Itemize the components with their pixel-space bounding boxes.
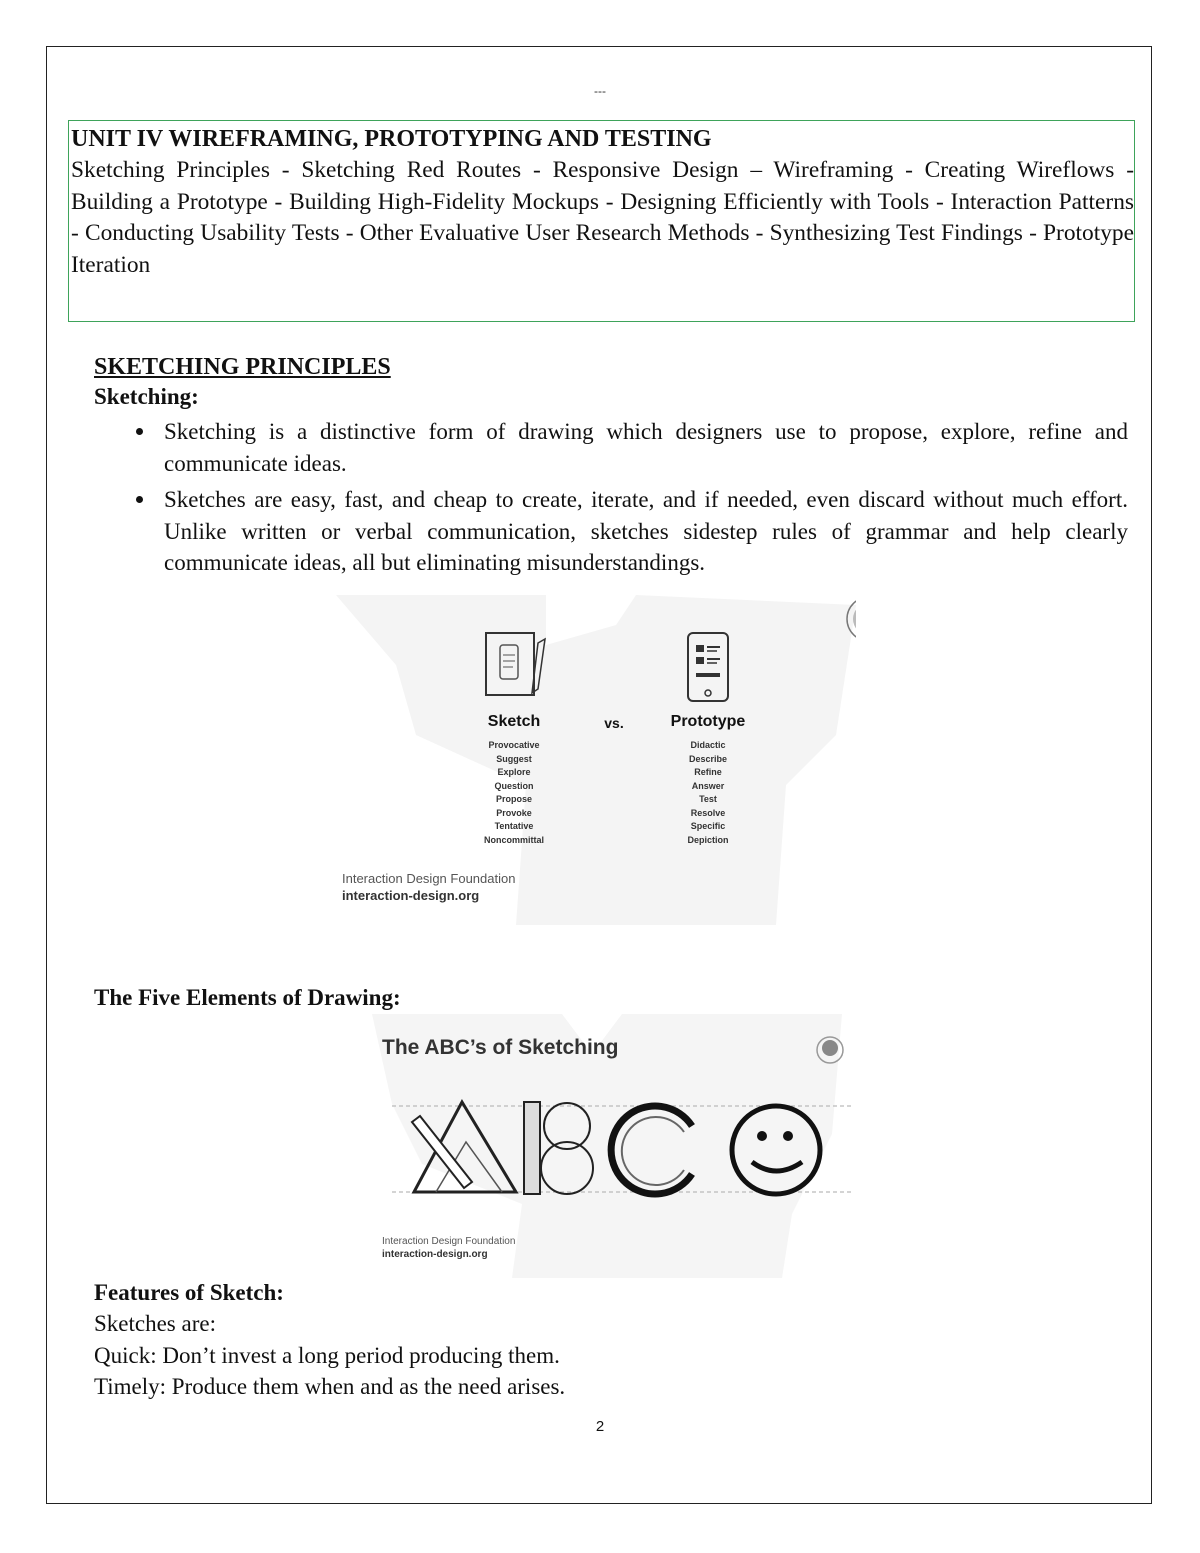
features-section — [94, 1278, 1128, 1403]
figure2-credit-url: interaction-design.org — [382, 1249, 488, 1260]
sketch-term: Propose — [495, 794, 532, 804]
sketch-label: Sketch — [487, 713, 541, 730]
prototype-term: Resolve — [690, 807, 726, 818]
page-number: 2 — [595, 1418, 605, 1435]
unit-title: UNIT IV WIREFRAMING, PROTOTYPING AND TESTING — [71, 126, 712, 152]
features-line: Quick: Don’t invest a long period producing them. — [94, 1342, 560, 1368]
bullet-item: Sketching is a distinctive form of drawing which designers use to propose, explore, refine and communicate ideas. — [164, 416, 1128, 479]
prototype-term: Describe — [688, 753, 728, 764]
features-title: Features of Sketch: — [94, 1280, 284, 1305]
section-subtitle: Sketching: — [94, 384, 199, 409]
features-line: Timely: Produce them when and as the need arises. — [94, 1374, 566, 1399]
prototype-term: Depiction — [687, 834, 729, 845]
prototype-label: Prototype — [670, 713, 746, 730]
prototype-term: Specific — [690, 821, 726, 831]
figure1-credit-url: interaction-design.org — [342, 888, 480, 903]
features-line: Sketches are: — [94, 1311, 216, 1336]
prototype-term: Answer — [691, 780, 725, 791]
unit-topics: Sketching Principles - Sketching Red Routes - Responsive Design – Wireframing - Creating Wireflows - Building a Prototype - Building High-Fidelity Mockups - Designing Efficiently with Tools - Interaction Patterns - Conducting Usability Tests - Other Evaluative User Research Methods - Synthesizing Test Findings - Prototype Iteration — [71, 157, 1134, 278]
prototype-terms-list — [658, 739, 758, 847]
abc-sketching-figure — [362, 1014, 872, 1278]
figure1-credit-org: Interaction Design Foundation — [342, 871, 516, 886]
sketch-term: Explore — [497, 767, 531, 777]
section-title: SKETCHING PRINCIPLES — [94, 354, 391, 380]
sketch-term: Tentative — [494, 821, 534, 831]
vs-label: vs. — [604, 715, 624, 731]
five-elements-section — [94, 983, 1128, 1013]
figure2-credit-org: Interaction Design Foundation — [382, 1236, 516, 1247]
bullet-item: Sketches are easy, fast, and cheap to create, iterate, and if needed, even discard without much effort. Unlike written or verbal communication, sketches sidestep rules of grammar and help clearly communicate ideas, all but eliminating misunderstandings. — [164, 484, 1128, 579]
sketch-term: Question — [494, 780, 534, 791]
five-elements-title: The Five Elements of Drawing: — [94, 985, 401, 1010]
header-mark: --- — [594, 84, 606, 98]
sketch-term: Provoke — [496, 807, 532, 818]
sketch-term: Provocative — [488, 740, 540, 750]
sketching-bullets — [94, 416, 1128, 579]
sketch-term: Suggest — [496, 753, 532, 764]
sketch-term: Noncommittal — [483, 834, 544, 845]
sketch-terms-list — [464, 739, 564, 847]
prototype-term: Refine — [694, 767, 722, 777]
prototype-term: Test — [699, 794, 717, 804]
sketching-principles-section — [94, 352, 1128, 584]
figure2-title: The ABC’s of Sketching — [382, 1036, 619, 1059]
unit-summary-box — [68, 120, 1135, 322]
sketch-vs-prototype-figure — [316, 585, 856, 925]
prototype-term: Didactic — [690, 740, 726, 750]
